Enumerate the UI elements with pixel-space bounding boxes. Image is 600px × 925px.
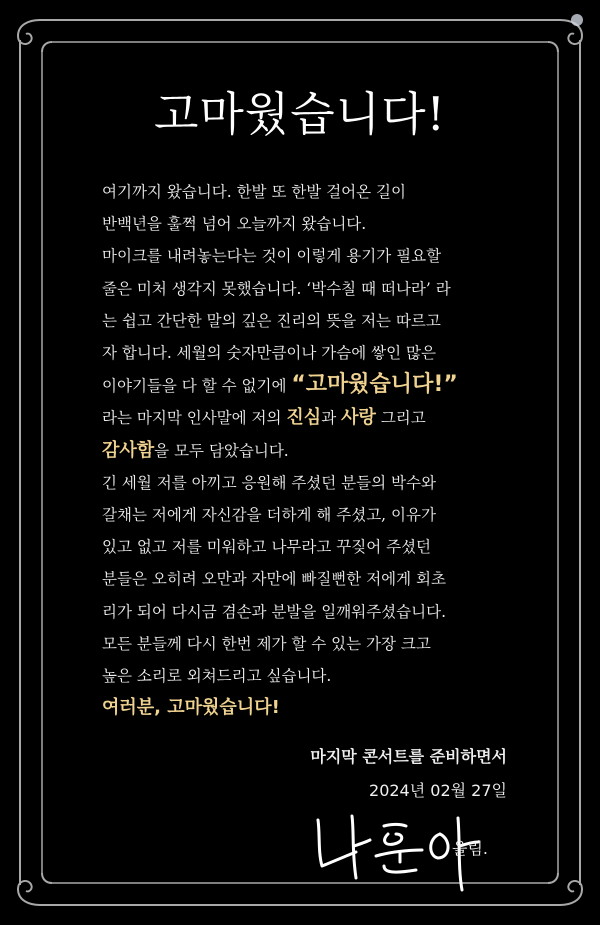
body-line: 는 쉽고 간단한 말의 깊은 진리의 뜻을 저는 따르고 xyxy=(102,311,441,330)
body-line xyxy=(102,435,512,467)
body-line: 있고 없고 저를 미워하고 나무라고 꾸짖어 주셨던 xyxy=(102,538,432,557)
body-line: 긴 세월 저를 아끼고 응원해 주셨던 분들의 박수와 xyxy=(102,473,436,492)
body-line: 모든 분들께 다시 한번 제가 할 수 있는 가장 크고 xyxy=(102,634,431,653)
closing-block xyxy=(310,740,507,808)
body-text-segment: 라는 마지막 인사말에 저의 xyxy=(102,409,287,428)
body-text-segment: 그리고 xyxy=(375,409,426,428)
body-line: 분들은 오히려 오만과 자만에 빠질뻔한 저에게 회초 xyxy=(102,570,446,589)
highlight-thanks: “고마웠습니다!” xyxy=(291,372,458,398)
body-line: 높은 소리로 외쳐드리고 싶습니다. xyxy=(102,667,332,686)
body-text-segment: 과 xyxy=(321,409,342,428)
body-line: 줄은 미처 생각지 못했습니다. ‘박수칠 때 떠나라’ 라 xyxy=(102,279,451,298)
highlight-love: 사랑 xyxy=(341,407,376,429)
body-line xyxy=(102,402,512,434)
body-line: 리가 되어 다시금 겸손과 분발을 일깨워주셨습니다. xyxy=(102,602,446,621)
closing-subtitle: 마지막 콘서트를 준비하면서 xyxy=(310,747,507,766)
body-line: 반백년을 훌쩍 넘어 오늘까지 왔습니다. xyxy=(102,215,367,234)
closing-date: 2024년 02월 27일 xyxy=(369,781,507,800)
highlight-gratitude: 감사함 xyxy=(102,439,155,461)
body-text-segment: 을 모두 담았습니다. xyxy=(154,441,289,460)
letter-body xyxy=(102,176,512,724)
closing-exclamation: 여러분, 고마웠습니다! xyxy=(102,697,280,719)
page-title: 고마웠습니다! xyxy=(153,87,447,141)
signature-suffix: 올림. xyxy=(452,839,488,858)
highlight-sincerity: 진심 xyxy=(286,407,322,429)
body-line: 갈채는 저에게 자신감을 더하게 해 주셨고, 이유가 xyxy=(102,506,436,525)
body-line xyxy=(102,369,512,402)
body-line: 자 합니다. 세월의 숫자만큼이나 가슴에 쌓인 많은 xyxy=(102,344,436,363)
body-line: 마이크를 내려놓는다는 것이 이렇게 용기가 필요할 xyxy=(102,247,442,266)
body-text-segment: 이야기들을 다 할 수 없기에 xyxy=(102,377,292,396)
body-line: 여기까지 왔습니다. 한발 또 한발 걸어온 길이 xyxy=(102,183,407,201)
